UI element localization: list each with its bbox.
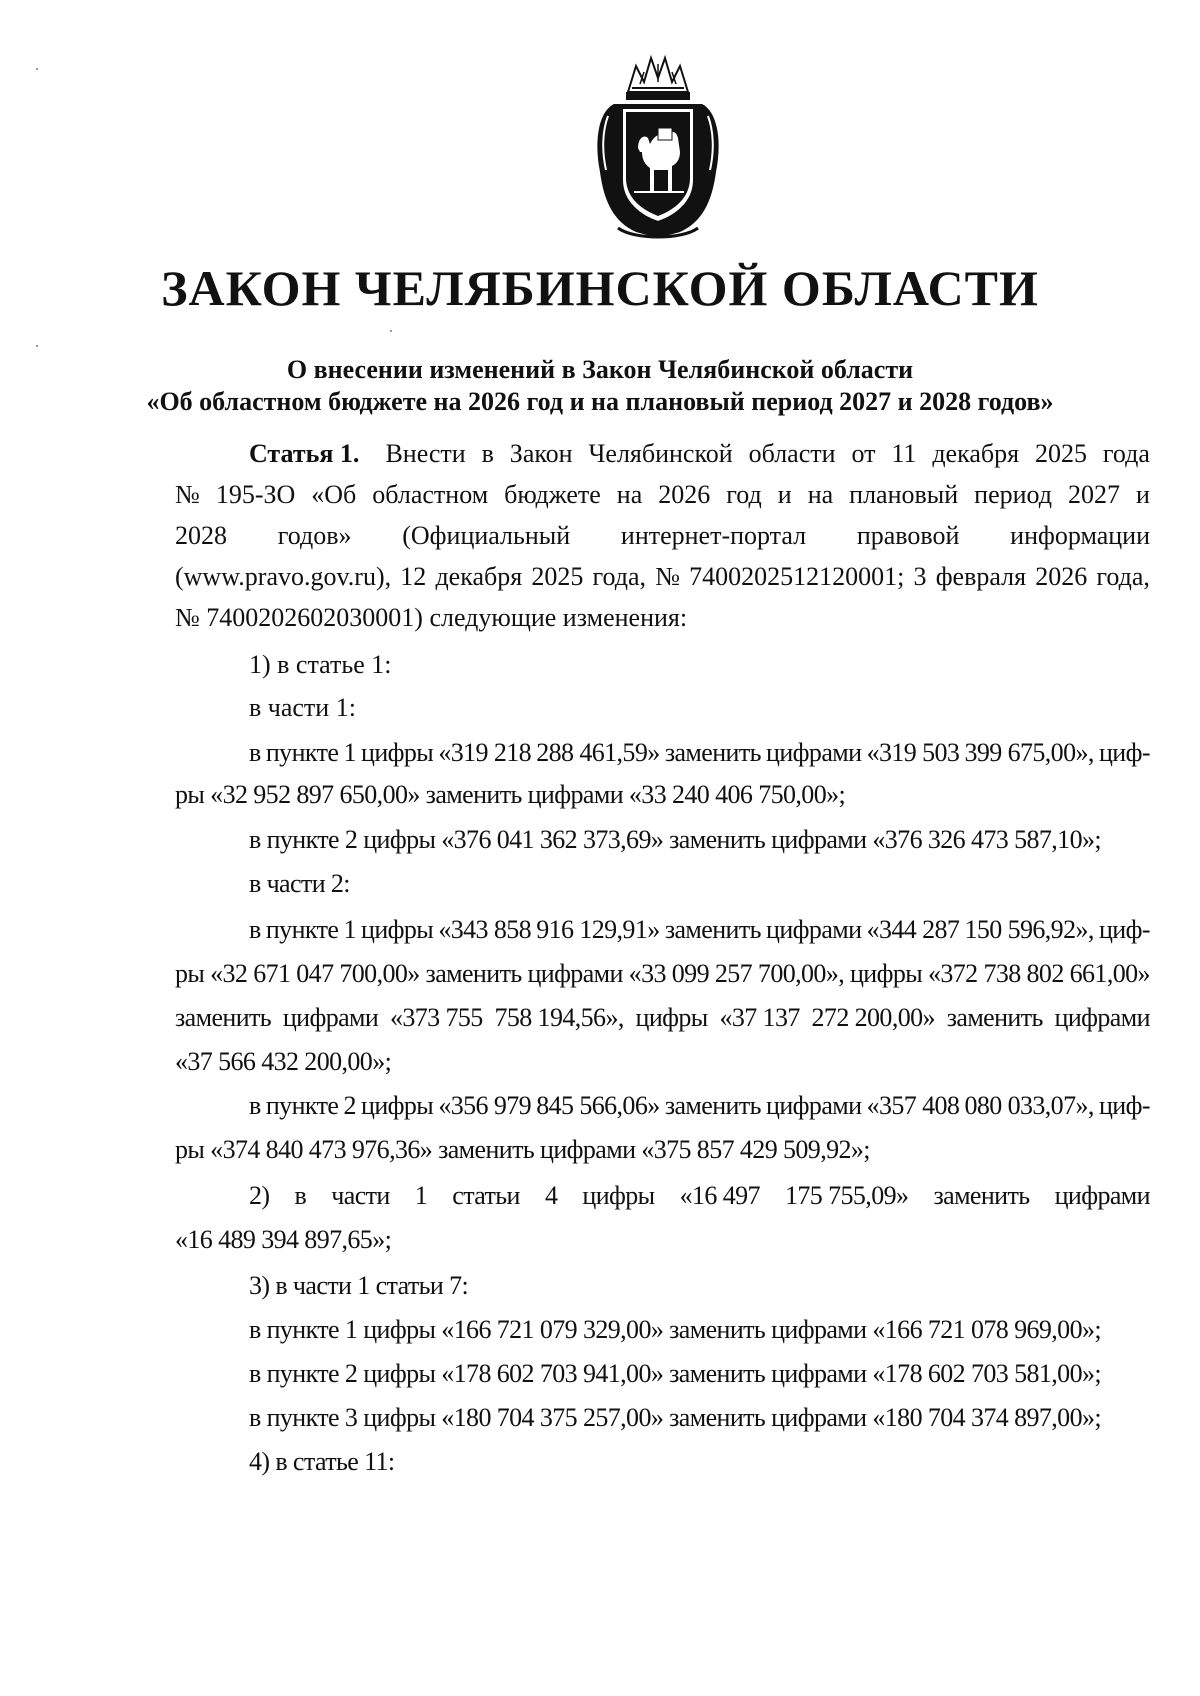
- word: «16 497: [679, 1181, 760, 1210]
- word: ры: [175, 959, 205, 988]
- word: 2): [249, 1181, 270, 1210]
- text-line: «16 489 394 897,65»;: [175, 1225, 392, 1254]
- word: 047 700,00»: [296, 959, 420, 988]
- word: цифрами: [527, 959, 623, 988]
- word: 2027: [1068, 480, 1121, 509]
- word: заменить: [933, 1181, 1030, 1210]
- word: «373 755: [389, 1003, 483, 1032]
- word: 2028: [175, 521, 227, 550]
- word: цифры: [635, 1003, 708, 1032]
- text-line: в пункте 1 цифры «166 721 079 329,00» заменить цифрами «166 721 078 969,00»;: [249, 1315, 1101, 1344]
- text-line: [175, 475, 1150, 515]
- word: 802 661,00»: [1026, 959, 1150, 988]
- article-1-line-1: [249, 434, 1150, 474]
- word: «319 503: [866, 738, 960, 767]
- word: и: [777, 480, 792, 509]
- word: циф-: [1098, 915, 1150, 944]
- word: 399 675,00»,: [964, 738, 1094, 767]
- word: 758 194,56»,: [494, 1003, 624, 1032]
- law-subtitle-line-1: О внесении изменений в Закон Челябинской области: [286, 355, 914, 384]
- text-line: 4) в статье 11:: [249, 1447, 395, 1476]
- text-line: в части 2:: [249, 869, 350, 898]
- word: «32 671: [210, 959, 291, 988]
- word: 080 033,07»,: [964, 1091, 1094, 1120]
- word: 3: [913, 562, 927, 591]
- word: областном: [372, 480, 489, 509]
- word: 195-ЗО: [215, 480, 296, 509]
- word: циф-: [1098, 738, 1150, 767]
- word: цифры: [361, 738, 434, 767]
- word: год: [726, 480, 762, 509]
- word: цифры: [361, 915, 434, 944]
- word: 845 566,06»: [536, 1091, 660, 1120]
- word: в: [294, 1181, 307, 1210]
- word: в: [481, 439, 494, 468]
- text-line: [385, 434, 1150, 474]
- word: (Официальный: [402, 521, 571, 550]
- word: «357 408: [866, 1091, 960, 1120]
- word: пункте: [265, 738, 339, 767]
- text-line: ры «374 840 473 976,36» заменить цифрами «375 857 429 509,92»;: [175, 1135, 870, 1164]
- text-line: [175, 998, 1150, 1038]
- word: части: [331, 1181, 390, 1210]
- word: 2026: [658, 480, 711, 509]
- word: №: [175, 480, 200, 509]
- word: интернет-портал: [620, 521, 807, 550]
- word: заменить: [664, 915, 761, 944]
- word: декабря: [932, 439, 1020, 468]
- text-line: в пункте 3 цифры «180 704 375 257,00» заменить цифрами «180 704 374 897,00»;: [249, 1403, 1101, 1432]
- word: правовой: [856, 521, 960, 550]
- text-line: «37 566 432 200,00»;: [175, 1047, 392, 1076]
- word: бюджете: [504, 480, 601, 509]
- word: области: [748, 439, 836, 468]
- word: пункте: [265, 1091, 339, 1120]
- text-line: в пункте 2 цифры «376 041 362 373,69» заменить цифрами «376 326 473 587,10»;: [249, 825, 1101, 854]
- word: «37 137: [719, 1003, 800, 1032]
- word: цифрами: [282, 1003, 379, 1032]
- word: 2025: [1034, 439, 1087, 468]
- word: на: [807, 480, 834, 509]
- word: 12: [400, 562, 427, 591]
- word: 272 200,00»: [811, 1003, 935, 1032]
- word: 1: [343, 915, 356, 944]
- word: цифрами: [1054, 1003, 1150, 1032]
- word: 1: [414, 1181, 428, 1210]
- article-label: Статья 1.: [249, 439, 360, 468]
- word: «Об: [311, 480, 357, 509]
- word: и: [1136, 480, 1150, 509]
- word: цифрами: [766, 738, 862, 767]
- word: в: [249, 1091, 261, 1120]
- word: 288 461,59»: [536, 738, 660, 767]
- word: года,: [1096, 562, 1150, 591]
- word: «344 287: [866, 915, 960, 944]
- text-line: № 7400202602030001) следующие изменения:: [175, 603, 688, 632]
- text-line: ры «32 952 897 650,00» заменить цифрами «33 240 406 750,00»;: [175, 780, 846, 809]
- word: 1: [343, 738, 356, 767]
- word: «319 218: [438, 738, 532, 767]
- word: информации: [1010, 521, 1150, 550]
- word: заменить: [664, 1091, 761, 1120]
- word: «356 979: [438, 1091, 532, 1120]
- word: №: [655, 562, 680, 591]
- word: цифрами: [766, 915, 862, 944]
- word: года,: [592, 562, 647, 591]
- word: 175 755,09»: [785, 1181, 909, 1210]
- word: года: [1102, 439, 1150, 468]
- word: 150 596,92»,: [964, 915, 1094, 944]
- word: декабря: [435, 562, 523, 591]
- word: цифры: [582, 1181, 655, 1210]
- word: 257 700,00»,: [714, 959, 845, 988]
- text-line: [249, 1176, 1150, 1216]
- text-line: в пункте 2 цифры «178 602 703 941,00» заменить цифрами «178 602 703 581,00»;: [249, 1359, 1101, 1388]
- word: «343 858: [438, 915, 532, 944]
- word: заменить: [664, 738, 761, 767]
- word: цифры: [361, 1091, 434, 1120]
- word: заменить: [425, 959, 522, 988]
- word: цифрами: [1054, 1181, 1150, 1210]
- word: «33 099: [628, 959, 709, 988]
- word: годов»: [277, 521, 352, 550]
- word: 7400202512120001;: [689, 562, 905, 591]
- word: цифрами: [766, 1091, 862, 1120]
- word: 916 129,91»: [536, 915, 660, 944]
- word: февраля: [935, 562, 1027, 591]
- word: Внести: [385, 439, 466, 468]
- word: плановый: [849, 480, 959, 509]
- scan-speck: [36, 68, 38, 70]
- word: 2: [343, 1091, 356, 1120]
- word: заменить: [175, 1003, 272, 1032]
- word: статьи: [452, 1181, 520, 1210]
- word: Закон: [509, 439, 573, 468]
- word: заменить: [946, 1003, 1043, 1032]
- word: в: [249, 738, 261, 767]
- scan-speck: [36, 345, 38, 347]
- law-title: ЗАКОН ЧЕЛЯБИНСКОЙ ОБЛАСТИ: [161, 260, 1039, 316]
- word: «372 738: [927, 959, 1021, 988]
- word: в: [249, 915, 261, 944]
- text-line: [175, 516, 1150, 556]
- word: 11: [891, 439, 917, 468]
- text-line: 1) в статье 1:: [249, 650, 392, 679]
- word: пункте: [265, 915, 339, 944]
- word: период: [974, 480, 1053, 509]
- word: 2026: [1035, 562, 1088, 591]
- word: цифры: [849, 959, 923, 988]
- word: циф-: [1098, 1091, 1150, 1120]
- text-line: [175, 557, 1150, 597]
- law-subtitle-line-2: «Об областном бюджете на 2026 год и на плановый период 2027 и 2028 годов»: [146, 387, 1054, 416]
- word: 2025: [531, 562, 584, 591]
- text-line: [249, 910, 1150, 950]
- word: от: [851, 439, 876, 468]
- scan-speck: [390, 330, 392, 332]
- text-line: 3) в части 1 статьи 7:: [249, 1271, 469, 1300]
- text-line: [249, 1086, 1150, 1126]
- word: Челябинской: [588, 439, 733, 468]
- word: (www.pravo.gov.ru),: [175, 562, 392, 591]
- text-line: [175, 954, 1150, 994]
- word: на: [616, 480, 643, 509]
- word: 4: [544, 1181, 558, 1210]
- text-line: в части 1:: [249, 693, 356, 722]
- text-line: [249, 733, 1150, 773]
